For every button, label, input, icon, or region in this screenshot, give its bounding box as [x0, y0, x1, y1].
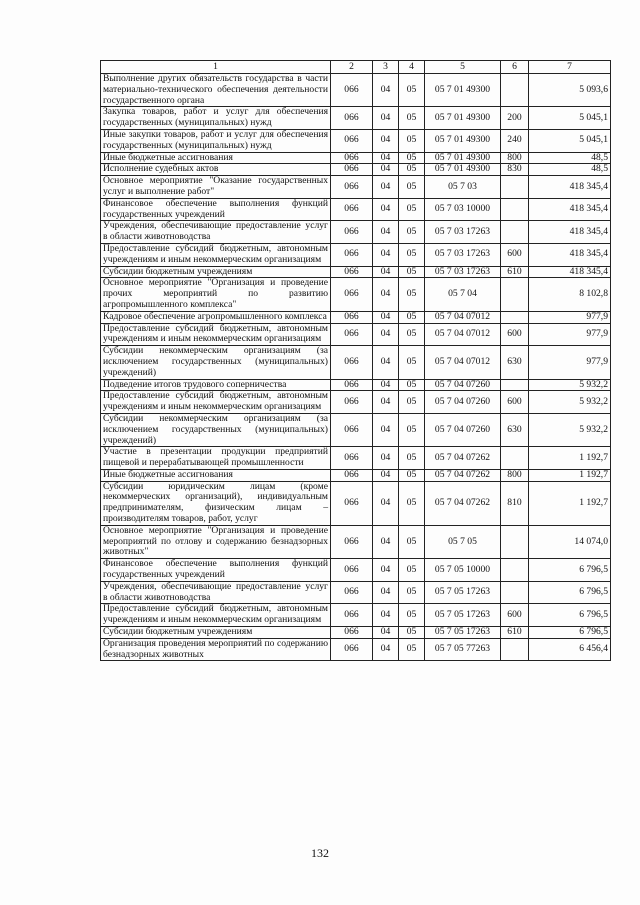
table-row — [101, 627, 611, 639]
budget-table — [100, 60, 611, 661]
row-amount: 48,5 — [529, 152, 611, 164]
admin-code: 066 — [331, 323, 373, 346]
row-amount: 6 796,5 — [529, 581, 611, 604]
expense-type: 630 — [501, 346, 529, 379]
table-row — [101, 107, 611, 130]
subsection-code: 05 — [399, 481, 425, 525]
header-col-5: 5 — [425, 61, 501, 74]
row-name: Финансовое обеспечение выполнения функций государственных учреждений — [101, 559, 331, 582]
header-col-6: 6 — [501, 61, 529, 74]
table-row — [101, 243, 611, 266]
table-row — [101, 323, 611, 346]
target-article: 05 7 01 49300 — [425, 107, 501, 130]
section-code: 04 — [373, 198, 399, 221]
table-row — [101, 391, 611, 414]
subsection-code: 05 — [399, 266, 425, 278]
row-amount: 418 345,4 — [529, 243, 611, 266]
row-amount: 418 345,4 — [529, 221, 611, 244]
expense-type — [501, 311, 529, 323]
target-article: 05 7 04 07260 — [425, 391, 501, 414]
table-row — [101, 152, 611, 164]
row-name: Исполнение судебных актов — [101, 164, 331, 176]
header-col-2: 2 — [331, 61, 373, 74]
subsection-code: 05 — [399, 447, 425, 470]
row-name: Субсидии некоммерческим организациям (за исключением государственных (муниципальных) учреждений) — [101, 413, 331, 446]
target-article: 05 7 03 17263 — [425, 266, 501, 278]
section-code: 04 — [373, 559, 399, 582]
expense-type: 630 — [501, 413, 529, 446]
header-col-1: 1 — [101, 61, 331, 74]
target-article: 05 7 04 — [425, 278, 501, 311]
target-article: 05 7 05 17263 — [425, 627, 501, 639]
expense-type: 600 — [501, 243, 529, 266]
subsection-code: 05 — [399, 604, 425, 627]
row-name: Кадровое обеспечение агропромышленного комплекса — [101, 311, 331, 323]
row-amount: 5 045,1 — [529, 129, 611, 152]
admin-code: 066 — [331, 447, 373, 470]
admin-code: 066 — [331, 311, 373, 323]
section-code: 04 — [373, 413, 399, 446]
section-code: 04 — [373, 323, 399, 346]
expense-type: 600 — [501, 604, 529, 627]
section-code: 04 — [373, 74, 399, 107]
admin-code: 066 — [331, 107, 373, 130]
section-code: 04 — [373, 638, 399, 661]
admin-code: 066 — [331, 469, 373, 481]
expense-type — [501, 278, 529, 311]
table-row — [101, 164, 611, 176]
section-code: 04 — [373, 152, 399, 164]
table-row — [101, 447, 611, 470]
expense-type — [501, 176, 529, 199]
row-amount: 977,9 — [529, 346, 611, 379]
table-row — [101, 604, 611, 627]
row-name: Основное мероприятие "Организация и проведение прочих мероприятий по развитию агропромышленного комплекса" — [101, 278, 331, 311]
subsection-code: 05 — [399, 176, 425, 199]
admin-code: 066 — [331, 346, 373, 379]
admin-code: 066 — [331, 413, 373, 446]
subsection-code: 05 — [399, 346, 425, 379]
row-name: Предоставление субсидий бюджетным, автономным учреждениям и иным некоммерческим организациям — [101, 323, 331, 346]
header-col-7: 7 — [529, 61, 611, 74]
admin-code: 066 — [331, 391, 373, 414]
row-amount: 5 932,2 — [529, 379, 611, 391]
target-article: 05 7 01 49300 — [425, 129, 501, 152]
table-row — [101, 638, 611, 661]
page-number: 132 — [311, 846, 329, 860]
row-amount: 1 192,7 — [529, 469, 611, 481]
target-article: 05 7 01 49300 — [425, 152, 501, 164]
row-amount: 48,5 — [529, 164, 611, 176]
row-name: Выполнение других обязательств государства в части материально-технического обеспечения деятельности государственного органа — [101, 74, 331, 107]
row-amount: 418 345,4 — [529, 176, 611, 199]
subsection-code: 05 — [399, 198, 425, 221]
subsection-code: 05 — [399, 311, 425, 323]
admin-code: 066 — [331, 525, 373, 558]
expense-type: 600 — [501, 391, 529, 414]
admin-code: 066 — [331, 74, 373, 107]
subsection-code: 05 — [399, 164, 425, 176]
row-name: Предоставление субсидий бюджетным, автономным учреждениям и иным некоммерческим организациям — [101, 243, 331, 266]
row-name: Участие в презентации продукции предприятий пищевой и перерабатывающей промышленности — [101, 447, 331, 470]
row-name: Основное мероприятие "Организация и проведение мероприятий по отлову и содержанию безнадзорных животных" — [101, 525, 331, 558]
target-article: 05 7 05 17263 — [425, 604, 501, 627]
row-amount: 5 093,6 — [529, 74, 611, 107]
section-code: 04 — [373, 469, 399, 481]
row-amount: 5 932,2 — [529, 413, 611, 446]
subsection-code: 05 — [399, 107, 425, 130]
header-col-3: 3 — [373, 61, 399, 74]
target-article: 05 7 04 07260 — [425, 379, 501, 391]
subsection-code: 05 — [399, 581, 425, 604]
admin-code: 066 — [331, 604, 373, 627]
expense-type — [501, 559, 529, 582]
section-code: 04 — [373, 481, 399, 525]
row-name: Предоставление субсидий бюджетным, автономным учреждениям и иным некоммерческим организациям — [101, 604, 331, 627]
subsection-code: 05 — [399, 152, 425, 164]
target-article: 05 7 04 07262 — [425, 481, 501, 525]
expense-type: 830 — [501, 164, 529, 176]
section-code: 04 — [373, 266, 399, 278]
row-name: Субсидии юридическим лицам (кроме некоммерческих организаций), индивидуальным предпринимателям, физическим лицам – производителям товаров, работ, услуг — [101, 481, 331, 525]
expense-type — [501, 74, 529, 107]
subsection-code: 05 — [399, 391, 425, 414]
row-amount: 418 345,4 — [529, 198, 611, 221]
row-amount: 977,9 — [529, 323, 611, 346]
admin-code: 066 — [331, 481, 373, 525]
expense-type: 800 — [501, 152, 529, 164]
row-name: Финансовое обеспечение выполнения функций государственных учреждений — [101, 198, 331, 221]
subsection-code: 05 — [399, 278, 425, 311]
subsection-code: 05 — [399, 413, 425, 446]
section-code: 04 — [373, 627, 399, 639]
section-code: 04 — [373, 164, 399, 176]
subsection-code: 05 — [399, 129, 425, 152]
target-article: 05 7 03 — [425, 176, 501, 199]
target-article: 05 7 04 07262 — [425, 447, 501, 470]
section-code: 04 — [373, 346, 399, 379]
table-row — [101, 481, 611, 525]
section-code: 04 — [373, 447, 399, 470]
target-article: 05 7 05 77263 — [425, 638, 501, 661]
admin-code: 066 — [331, 559, 373, 582]
target-article: 05 7 03 17263 — [425, 221, 501, 244]
table-row — [101, 413, 611, 446]
row-name: Иные закупки товаров, работ и услуг для обеспечения государственных (муниципальных) нужд — [101, 129, 331, 152]
admin-code: 066 — [331, 164, 373, 176]
section-code: 04 — [373, 278, 399, 311]
row-name: Закупка товаров, работ и услуг для обеспечения государственных (муниципальных) нужд — [101, 107, 331, 130]
row-name: Иные бюджетные ассигнования — [101, 152, 331, 164]
table-row — [101, 525, 611, 558]
row-amount: 1 192,7 — [529, 447, 611, 470]
target-article: 05 7 04 07262 — [425, 469, 501, 481]
section-code: 04 — [373, 391, 399, 414]
expense-type — [501, 525, 529, 558]
target-article: 05 7 04 07012 — [425, 346, 501, 379]
row-name: Предоставление субсидий бюджетным, автономным учреждениям и иным некоммерческим организациям — [101, 391, 331, 414]
row-amount: 6 796,5 — [529, 559, 611, 582]
subsection-code: 05 — [399, 638, 425, 661]
section-code: 04 — [373, 129, 399, 152]
admin-code: 066 — [331, 221, 373, 244]
expense-type: 610 — [501, 266, 529, 278]
expense-type: 800 — [501, 469, 529, 481]
table-row — [101, 469, 611, 481]
section-code: 04 — [373, 525, 399, 558]
target-article: 05 7 04 07012 — [425, 311, 501, 323]
row-name: Учреждения, обеспечивающие предоставление услуг в области животноводства — [101, 581, 331, 604]
row-name: Подведение итогов трудового соперничества — [101, 379, 331, 391]
admin-code: 066 — [331, 198, 373, 221]
admin-code: 066 — [331, 243, 373, 266]
row-amount: 977,9 — [529, 311, 611, 323]
subsection-code: 05 — [399, 379, 425, 391]
admin-code: 066 — [331, 129, 373, 152]
section-code: 04 — [373, 243, 399, 266]
table-row — [101, 559, 611, 582]
target-article: 05 7 03 10000 — [425, 198, 501, 221]
row-amount: 14 074,0 — [529, 525, 611, 558]
table-row — [101, 198, 611, 221]
expense-type: 610 — [501, 627, 529, 639]
row-name: Организация проведения мероприятий по содержанию безнадзорных животных — [101, 638, 331, 661]
row-amount: 5 932,2 — [529, 391, 611, 414]
subsection-code: 05 — [399, 323, 425, 346]
target-article: 05 7 04 07012 — [425, 323, 501, 346]
target-article: 05 7 05 10000 — [425, 559, 501, 582]
target-article: 05 7 01 49300 — [425, 74, 501, 107]
table-row — [101, 379, 611, 391]
subsection-code: 05 — [399, 559, 425, 582]
section-code: 04 — [373, 604, 399, 627]
target-article: 05 7 01 49300 — [425, 164, 501, 176]
table-row — [101, 346, 611, 379]
row-name: Субсидии бюджетным учреждениям — [101, 627, 331, 639]
expense-type: 810 — [501, 481, 529, 525]
table-row — [101, 266, 611, 278]
row-amount: 6 456,4 — [529, 638, 611, 661]
admin-code: 066 — [331, 638, 373, 661]
row-amount: 8 102,8 — [529, 278, 611, 311]
admin-code: 066 — [331, 379, 373, 391]
subsection-code: 05 — [399, 469, 425, 481]
row-name: Субсидии бюджетным учреждениям — [101, 266, 331, 278]
expense-type — [501, 447, 529, 470]
section-code: 04 — [373, 221, 399, 244]
section-code: 04 — [373, 311, 399, 323]
row-name: Учреждения, обеспечивающие предоставление услуг в области животноводства — [101, 221, 331, 244]
subsection-code: 05 — [399, 243, 425, 266]
section-code: 04 — [373, 379, 399, 391]
row-amount: 1 192,7 — [529, 481, 611, 525]
expense-type — [501, 638, 529, 661]
admin-code: 066 — [331, 627, 373, 639]
target-article: 05 7 04 07260 — [425, 413, 501, 446]
table-row — [101, 129, 611, 152]
section-code: 04 — [373, 107, 399, 130]
row-amount: 418 345,4 — [529, 266, 611, 278]
subsection-code: 05 — [399, 627, 425, 639]
table-body — [101, 74, 611, 661]
admin-code: 066 — [331, 176, 373, 199]
row-name: Субсидии некоммерческим организациям (за исключением государственных (муниципальных) учреждений) — [101, 346, 331, 379]
expense-type: 600 — [501, 323, 529, 346]
admin-code: 066 — [331, 266, 373, 278]
subsection-code: 05 — [399, 221, 425, 244]
header-row — [101, 61, 611, 74]
target-article: 05 7 05 17263 — [425, 581, 501, 604]
row-name: Иные бюджетные ассигнования — [101, 469, 331, 481]
section-code: 04 — [373, 581, 399, 604]
subsection-code: 05 — [399, 525, 425, 558]
row-name: Основное мероприятие "Оказание государственных услуг и выполнение работ" — [101, 176, 331, 199]
admin-code: 066 — [331, 581, 373, 604]
row-amount: 5 045,1 — [529, 107, 611, 130]
expense-type: 240 — [501, 129, 529, 152]
target-article: 05 7 05 — [425, 525, 501, 558]
table-row — [101, 221, 611, 244]
table-row — [101, 311, 611, 323]
admin-code: 066 — [331, 278, 373, 311]
table-row — [101, 581, 611, 604]
expense-type — [501, 221, 529, 244]
table-row — [101, 176, 611, 199]
expense-type — [501, 379, 529, 391]
table-row — [101, 74, 611, 107]
header-col-4: 4 — [399, 61, 425, 74]
expense-type: 200 — [501, 107, 529, 130]
expense-type — [501, 198, 529, 221]
expense-type — [501, 581, 529, 604]
admin-code: 066 — [331, 152, 373, 164]
table-row — [101, 278, 611, 311]
subsection-code: 05 — [399, 74, 425, 107]
row-amount: 6 796,5 — [529, 604, 611, 627]
target-article: 05 7 03 17263 — [425, 243, 501, 266]
row-amount: 6 796,5 — [529, 627, 611, 639]
section-code: 04 — [373, 176, 399, 199]
